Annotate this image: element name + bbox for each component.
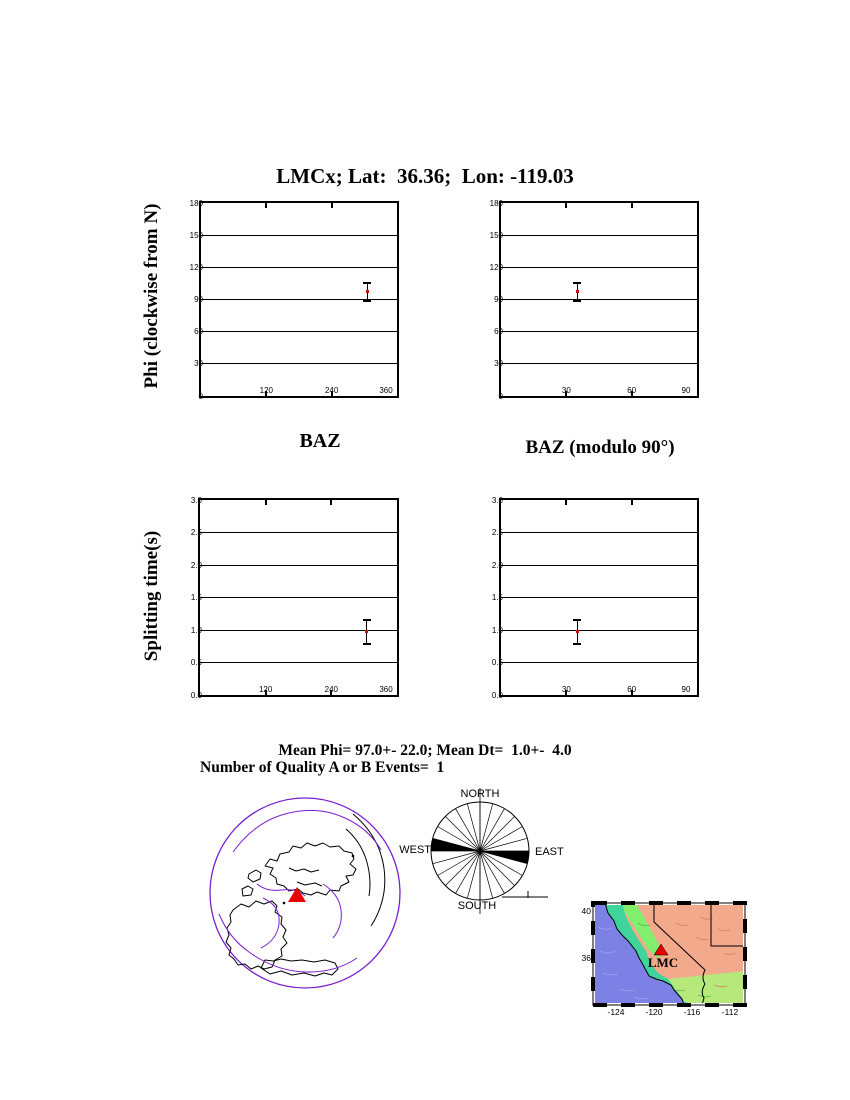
- data-point: [366, 290, 369, 293]
- y-tick-label: 1.5: [491, 593, 503, 602]
- globe-continent-island: [248, 870, 261, 882]
- gridline: [200, 565, 397, 566]
- y-tick-label: 3.0: [491, 495, 503, 505]
- x-tick-label: 120: [259, 386, 273, 395]
- globe-continent-eurasia: [265, 843, 356, 895]
- rose-north-label: NORTH: [460, 788, 500, 800]
- y-tick-label: 2.0: [491, 560, 503, 570]
- rose-spoke: [480, 851, 493, 898]
- gridline: [501, 331, 697, 332]
- gridline: [201, 331, 397, 332]
- region-map: [568, 893, 758, 1023]
- x-tick-mark: [565, 500, 567, 505]
- gridline: [501, 299, 697, 300]
- dt-axis-label: Splitting time(s): [141, 530, 162, 662]
- gridline: [201, 267, 397, 268]
- y-tick-label: 30: [194, 359, 203, 369]
- gridline: [200, 662, 397, 663]
- gridline: [501, 532, 697, 533]
- x-tick-label: 30: [561, 386, 571, 395]
- gridline: [201, 363, 397, 364]
- gridline: [501, 363, 697, 364]
- data-point: [576, 630, 579, 633]
- y-tick-label: 0.0: [491, 690, 503, 700]
- y-tick-label: 150: [189, 230, 203, 240]
- x-tick-label: 240: [324, 386, 339, 395]
- x-tick-mark: [265, 203, 267, 208]
- phi-vs-baz-mod90-plot: [489, 198, 699, 401]
- x-tick-label: 360: [379, 386, 393, 395]
- y-tick-label: 2.0: [190, 560, 202, 570]
- globe-continent-island: [242, 886, 253, 896]
- map-station-label: LMC: [647, 955, 679, 970]
- plate-boundary: [323, 884, 341, 938]
- y-tick-label: 1.5: [190, 593, 202, 602]
- gridline: [501, 597, 697, 598]
- y-tick-label: 0.5: [190, 658, 202, 667]
- x-tick-label: 90: [681, 685, 691, 694]
- page-title: LMCx; Lat: 36.36; Lon: -119.03: [276, 164, 574, 188]
- globe-continents: [226, 814, 385, 976]
- y-tick-label: 90: [494, 295, 503, 304]
- baz-axis-label: BAZ: [299, 430, 341, 452]
- rose-spoke: [480, 838, 527, 851]
- rose-west-label: WEST: [399, 844, 431, 856]
- globe-continent-antarctica: [261, 959, 338, 976]
- rose-east-label: EAST: [535, 846, 564, 858]
- y-tick-label: 120: [189, 262, 203, 272]
- map-lat-label-0: 40: [581, 906, 591, 916]
- baz-mod-axis-label: BAZ (modulo 90°): [525, 437, 675, 458]
- y-tick-label: 0: [198, 391, 203, 401]
- data-point: [365, 630, 368, 633]
- gridline: [201, 235, 397, 236]
- y-tick-label: 0.5: [491, 658, 503, 667]
- map-lon-label-3: -112: [721, 1007, 739, 1017]
- y-tick-label: 60: [194, 327, 203, 337]
- y-tick-label: 2.5: [491, 528, 503, 537]
- phi-vs-baz-plot: [189, 198, 399, 401]
- globe-continent-arc: [346, 829, 370, 896]
- x-tick-label: 60: [627, 685, 637, 694]
- y-tick-label: 30: [494, 359, 503, 369]
- plate-boundary: [219, 914, 357, 972]
- y-tick-label: 180: [489, 198, 503, 208]
- rose-spoke: [467, 851, 480, 898]
- x-tick-mark: [331, 203, 333, 208]
- x-tick-mark: [330, 500, 332, 505]
- y-tick-label: 0: [498, 391, 503, 401]
- x-tick-label: 90: [681, 386, 691, 395]
- rose-diagram: [398, 782, 568, 914]
- map-lon-label-0: -124: [607, 1007, 625, 1017]
- gridline: [200, 597, 397, 598]
- y-tick-label: 180: [189, 198, 203, 208]
- y-tick-label: 120: [489, 262, 503, 272]
- gridline: [200, 532, 397, 533]
- x-tick-label: 60: [627, 386, 637, 395]
- y-tick-label: 2.5: [190, 528, 202, 537]
- phi-axis-label: Phi (clockwise from N): [141, 203, 162, 389]
- map-lat-label-1: 36: [581, 953, 591, 963]
- mean-stats-text: Mean Phi= 97.0+- 22.0; Mean Dt= 1.0+- 4.0: [278, 742, 572, 759]
- rose-filled-sector: [431, 838, 480, 851]
- y-tick-label: 0.0: [190, 690, 202, 700]
- map-lon-label-1: -120: [645, 1007, 663, 1017]
- x-tick-mark: [631, 203, 633, 208]
- globe-continent-detail: [289, 868, 319, 872]
- rose-spoke: [467, 804, 480, 851]
- gridline: [501, 267, 697, 268]
- gridline: [501, 662, 697, 663]
- gridline: [501, 235, 697, 236]
- x-tick-mark: [265, 500, 267, 505]
- x-tick-label: 120: [258, 685, 273, 694]
- y-tick-label: 60: [494, 327, 503, 337]
- y-tick-label: 3.0: [190, 495, 202, 505]
- rose-spoke: [480, 804, 493, 851]
- dt-vs-baz-plot: [190, 495, 399, 700]
- y-tick-label: 90: [194, 295, 203, 304]
- y-tick-label: 1.0: [491, 625, 503, 635]
- x-tick-mark: [631, 500, 633, 505]
- data-point: [576, 290, 579, 293]
- rose-sectors: [431, 802, 529, 900]
- gridline: [501, 565, 697, 566]
- plate-boundary: [233, 810, 381, 852]
- x-tick-label: 30: [561, 685, 571, 694]
- rose-filled-sector: [480, 851, 529, 864]
- x-tick-mark: [565, 203, 567, 208]
- event-count-text: Number of Quality A or B Events= 1: [200, 759, 445, 776]
- x-tick-label: 240: [324, 685, 338, 694]
- globe-point: [283, 902, 286, 905]
- x-tick-label: 360: [379, 685, 393, 694]
- y-tick-label: 1.0: [190, 625, 202, 635]
- globe-continent-detail: [297, 882, 322, 886]
- globe-map: [205, 790, 405, 1000]
- rose-south-label: SOUTH: [457, 900, 497, 912]
- y-tick-label: 150: [489, 230, 503, 240]
- globe-point: [352, 855, 355, 858]
- map-lon-label-2: -116: [683, 1007, 701, 1017]
- dt-vs-baz-mod90-plot: [491, 495, 699, 700]
- rose-spoke: [433, 851, 480, 864]
- gridline: [501, 630, 697, 631]
